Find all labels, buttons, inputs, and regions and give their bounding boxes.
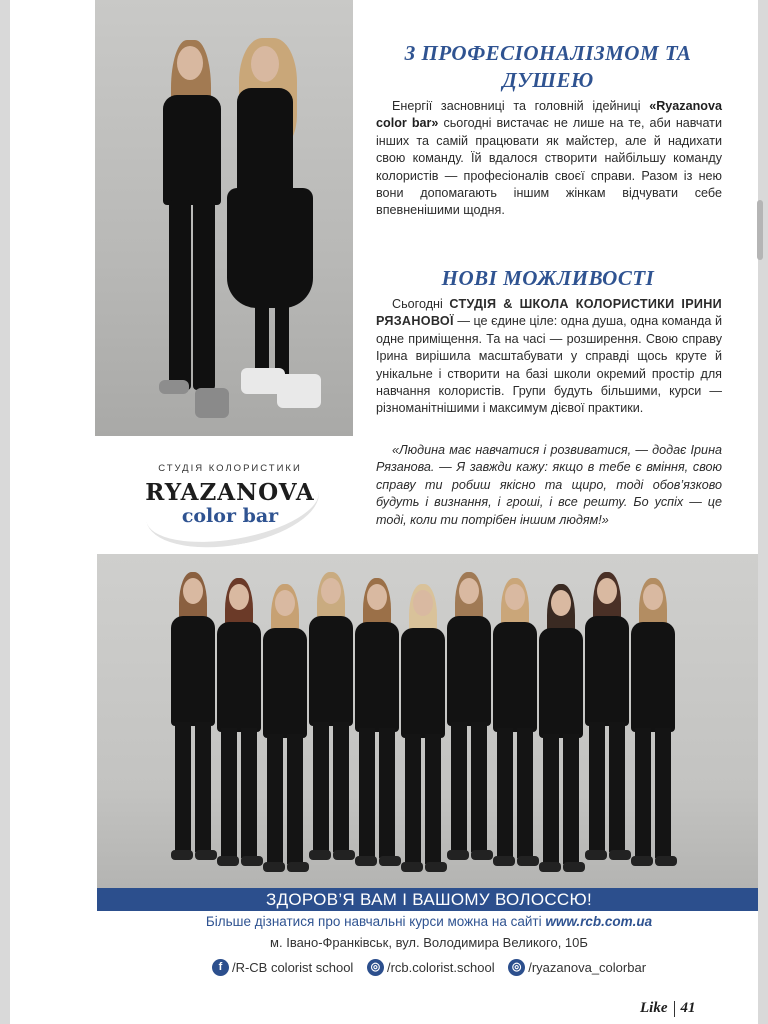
woman-left-figure <box>153 40 233 430</box>
magazine-page <box>10 0 758 1024</box>
paragraph-studio: Сьогодні СТУДІЯ & ШКОЛА КОЛОРИСТИКИ ІРИНИ РЯЗАНОВОЇ — це єдине ціле: одна душа, одна команда й одне приміщення. Та на часі — розширення. Свою справу Ірина вирішила масштабувати у справді щось круте й унікальне і створити на базі школи окремий простір для навчання колористів. Групи будуть більшими, курси — різноманітнішими і максимум дієвої практики. <box>376 297 723 416</box>
team-member-figure <box>625 578 681 878</box>
section-heading-professionalism: З ПРОФЕСІОНАЛІЗМОМ ТА ДУШЕЮ <box>404 41 692 92</box>
section-heading-new-opportunities: НОВІ МОЖЛИВОСТІ <box>441 266 655 290</box>
footer-divider <box>674 1001 675 1017</box>
logo-tagline: СТУДІЯ КОЛОРИСТИКИ <box>158 463 302 474</box>
scrollbar-thumb[interactable] <box>757 200 763 260</box>
magazine-name: Like <box>640 1000 668 1016</box>
social-link-facebook[interactable]: f /R-CB colorist school <box>212 959 353 976</box>
page-footer <box>640 1000 740 1017</box>
instagram-icon: ◎ <box>367 959 384 976</box>
social-link-instagram-school[interactable]: ◎ /rcb.colorist.school <box>367 959 495 976</box>
team-group-photo <box>97 554 758 888</box>
website-link[interactable]: www.rcb.com.ua <box>545 914 653 929</box>
woman-right-figure <box>225 38 325 428</box>
facebook-icon: f <box>212 959 229 976</box>
slogan-banner: ЗДОРОВ’Я ВАМ І ВАШОМУ ВОЛОССЮ! <box>97 888 758 911</box>
studio-name: СТУДІЯ & ШКОЛА КОЛОРИСТИКИ ІРИНИ РЯЗАНОВОЇ <box>376 297 723 329</box>
social-link-instagram-colorbar[interactable]: ◎ /ryazanova_colorbar <box>508 959 646 976</box>
founders-photo <box>95 0 353 436</box>
logo-wordmark: RYAZANOVA <box>145 479 315 506</box>
address: м. Івано-Франківськ, вул. Володимира Великого, 10Б <box>270 935 588 950</box>
social-links <box>97 958 758 980</box>
page-number: 41 <box>680 1000 696 1016</box>
instagram-icon: ◎ <box>508 959 525 976</box>
courses-info: Більше дізнатися про навчальні курси можна на сайті www.rcb.com.ua <box>205 914 653 929</box>
paragraph-founder: Енергії засновниці та головній ідейниці «Ryazanova color bar» сьогодні вистачає не лише на те, аби навчати інших та самій працювати як майстер, але й надихати свою команду. Їй вдалося створити найбільшу команду колористів — професіоналів своєї справи. Разом із нею вони допомагають іншим жінкам відчувати себе впевненішими щодня. <box>376 99 722 218</box>
quote-paragraph: «Людина має навчатися і розвиватися, — додає Ірина Рязанова. — Я завжди кажу: якщо в тебе є вміння, свою справу ти робиш якісно та щиро, тоді обов’язково будуть і визнання, і гроші, і все решту. Бо успіх — це тоді, коли ти потрібен іншим людям!» <box>376 443 722 527</box>
brand-name: «Ryazanova color bar» <box>376 99 722 131</box>
logo-subtitle: color bar <box>181 505 279 527</box>
ryazanova-logo <box>125 455 335 545</box>
